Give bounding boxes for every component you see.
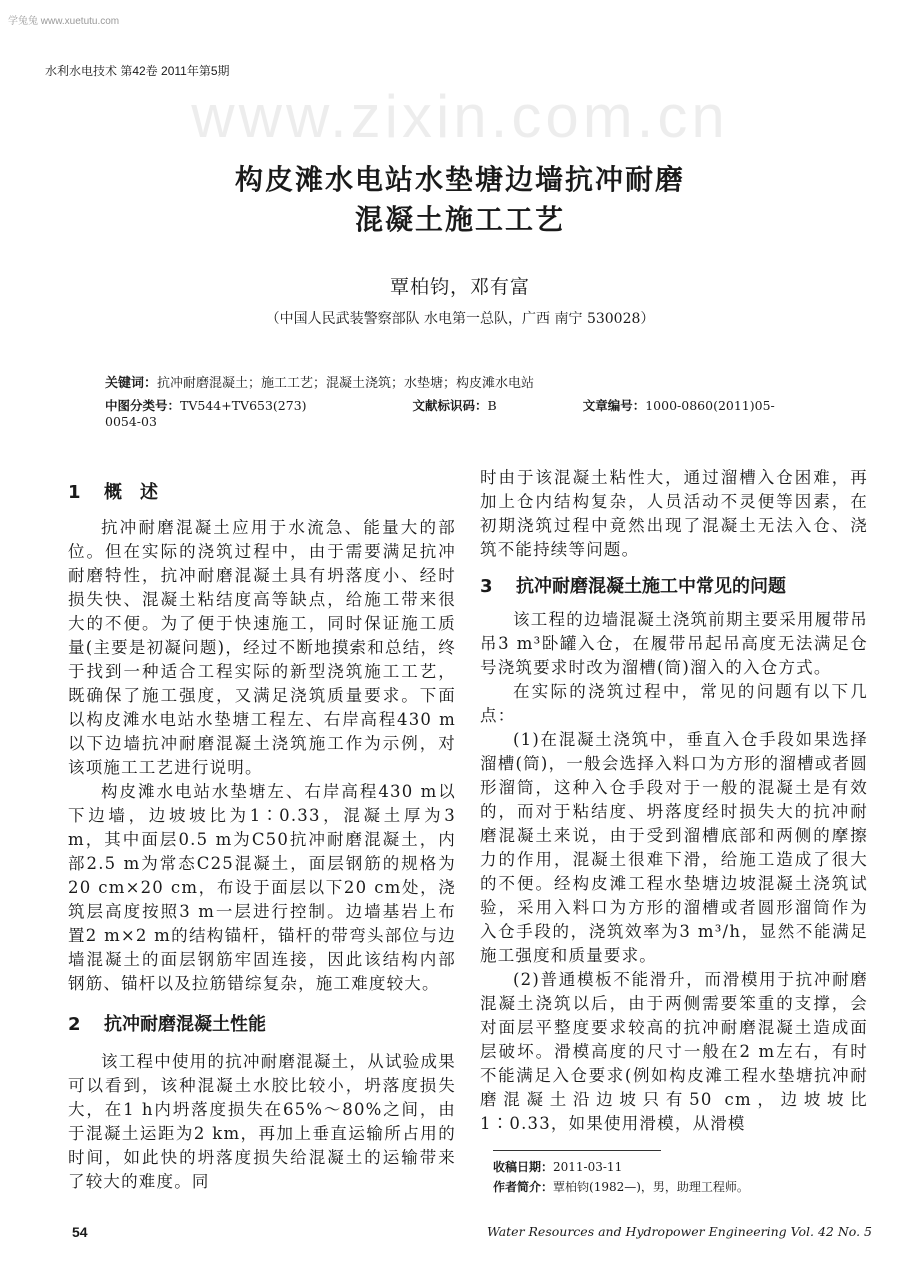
article-id-value: 1000-0860(2011)05-0054-03	[105, 398, 775, 429]
paragraph: (2)普通模板不能滑升，而滑模用于抗冲耐磨混凝土浇筑以后，由于两侧需要笨重的支撑，会对面层平整度要求较高的抗冲耐磨混凝土造成面层破坏。滑模高度的尺寸一般在2 m左右，有时不能满足入仓要求(例如构皮滩工程水垫塘抗冲耐磨混凝土沿边坡只有50 cm，边坡坡比1∶0.33，如果使用滑模，从滑模	[480, 970, 868, 1133]
section-3-heading	[480, 572, 868, 602]
keywords	[105, 372, 534, 391]
paragraph-continued: 时由于该混凝土粘性大，通过溜槽入仓困难，再加上仓内结构复杂，人员活动不灵便等因素，在初期浇筑过程中竟然出现了混凝土无法入仓、浇筑不能持续等问题。	[480, 468, 868, 559]
received-date	[493, 1157, 868, 1177]
clc-label: 中图分类号：	[105, 398, 181, 413]
left-column	[68, 478, 456, 1194]
paragraph: 抗冲耐磨混凝土应用于水流急、能量大的部位。但在实际的浇筑过程中，由于需要满足抗冲耐磨特性，抗冲耐磨混凝土具有坍落度小、经时损失快、混凝土粘结度高等缺点，给施工带来很大的不便。为了便于快速施工，同时保证施工质量(主要是初凝问题)，经过不断地摸索和总结，终于找到一种适合工程实际的新型浇筑施工工艺，既确保了施工强度，又满足浇筑质量要求。下面以构皮滩水电站水垫塘工程左、右岸高程430 m以下边墙抗冲耐磨混凝土浇筑施工作为示例，对该项施工工艺进行说明。	[68, 518, 456, 777]
title-line-2: 混凝土施工工艺	[354, 203, 565, 236]
received-label: 收稿日期：	[493, 1160, 554, 1174]
running-header: 水利水电技术 第42卷 2011年第5期	[45, 64, 230, 78]
section-number: 2	[68, 1014, 81, 1035]
section-title: 抗冲耐磨混凝土施工中常见的问题	[516, 576, 786, 597]
article-id-label: 文章编号：	[582, 398, 646, 413]
section-number: 3	[480, 576, 493, 597]
keywords-label: 关键词：	[105, 376, 158, 391]
author-bio-value: 覃柏钧(1982—)，男，助理工程师。	[553, 1180, 749, 1194]
paragraph: 该工程中使用的抗冲耐磨混凝土，从试验成果可以看到，该种混凝土水胶比较小，坍落度损失大，在1 h内坍落度损失在65%～80%之间，由于混凝土运距为2 km，再加上垂直运输所占用的时间，如此快的坍落度损失给混凝土的运输带来了较大的难度。同	[68, 1052, 456, 1191]
paragraph: 构皮滩水电站水垫塘左、右岸高程430 m以下边墙，边坡坡比为1∶0.33，混凝土厚为3 m，其中面层0.5 m为C50抗冲耐磨混凝土，内部2.5 m为常态C25混凝土，面层钢筋的规格为20 cm×20 cm，布设于面层以下20 cm处，浇筑层高度按照3 m一层进行控制。边墙基岩上布置2 m×2 m的结构锚杆，锚杆的带弯头部位与边墙混凝土的面层钢筋牢固连接，因此该结构内部钢筋、锚杆以及拉筋错综复杂，施工难度较大。	[68, 782, 456, 993]
section-title: 抗冲耐磨混凝土性能	[104, 1014, 266, 1035]
paragraph: (1)在混凝土浇筑中，垂直入仓手段如果选择溜槽(筒)，一般会选择入料口为方形的溜槽或者圆形溜筒，这种入仓手段对于一般的混凝土是有效的，而对于粘结度、坍落度经时损失大的抗冲耐磨混凝土来说，由于受到溜槽底部和两侧的摩擦力的作用，混凝土很难下滑，给施工造成了很大的不便。经构皮滩工程水垫塘边坡混凝土浇筑试验，采用入料口为方形的溜槽或者圆形溜筒作为入仓手段的，浇筑效率为3 m³/h，显然不能满足施工强度和质量要求。	[480, 730, 868, 965]
author-bio	[493, 1177, 868, 1197]
doc-code-value: B	[487, 398, 497, 413]
paragraph: 该工程的边墙混凝土浇筑前期主要采用履带吊吊3 m³卧罐入仓，在履带吊起吊高度无法满足仓号浇筑要求时改为溜槽(筒)溜入的入仓方式。	[480, 610, 868, 677]
journal-footer: Water Resources and Hydropower Engineering Vol. 42 No. 5	[486, 1224, 872, 1239]
right-column	[480, 466, 868, 1197]
title-line-1: 构皮滩水电站水垫塘边墙抗冲耐磨	[234, 163, 685, 196]
footnote-divider	[493, 1150, 661, 1151]
paragraph: 在实际的浇筑过程中，常见的问题有以下几点：	[480, 682, 868, 725]
classification	[105, 396, 805, 429]
affiliation: （中国人民武装警察部队 水电第一总队，广西 南宁 530028）	[265, 311, 655, 327]
center-watermark: www.zixin.com.cn	[191, 83, 729, 150]
section-title: 概 述	[104, 482, 158, 503]
section-2-heading	[68, 1010, 456, 1040]
keywords-value: 抗冲耐磨混凝土；施工工艺；混凝土浇筑；水垫塘；构皮滩水电站	[157, 376, 535, 391]
doc-code-label: 文献标识码：	[412, 398, 488, 413]
received-value: 2011-03-11	[553, 1160, 623, 1174]
page-number: 54	[72, 1224, 88, 1240]
section-1-heading	[68, 478, 456, 508]
section-number: 1	[68, 482, 81, 503]
author-bio-label: 作者简介：	[493, 1180, 554, 1194]
site-watermark: 学兔兔 www.xuetutu.com	[8, 16, 120, 27]
clc-value: TV544+TV653(273)	[180, 398, 307, 413]
authors: 覃柏钧，邓有富	[389, 276, 530, 298]
